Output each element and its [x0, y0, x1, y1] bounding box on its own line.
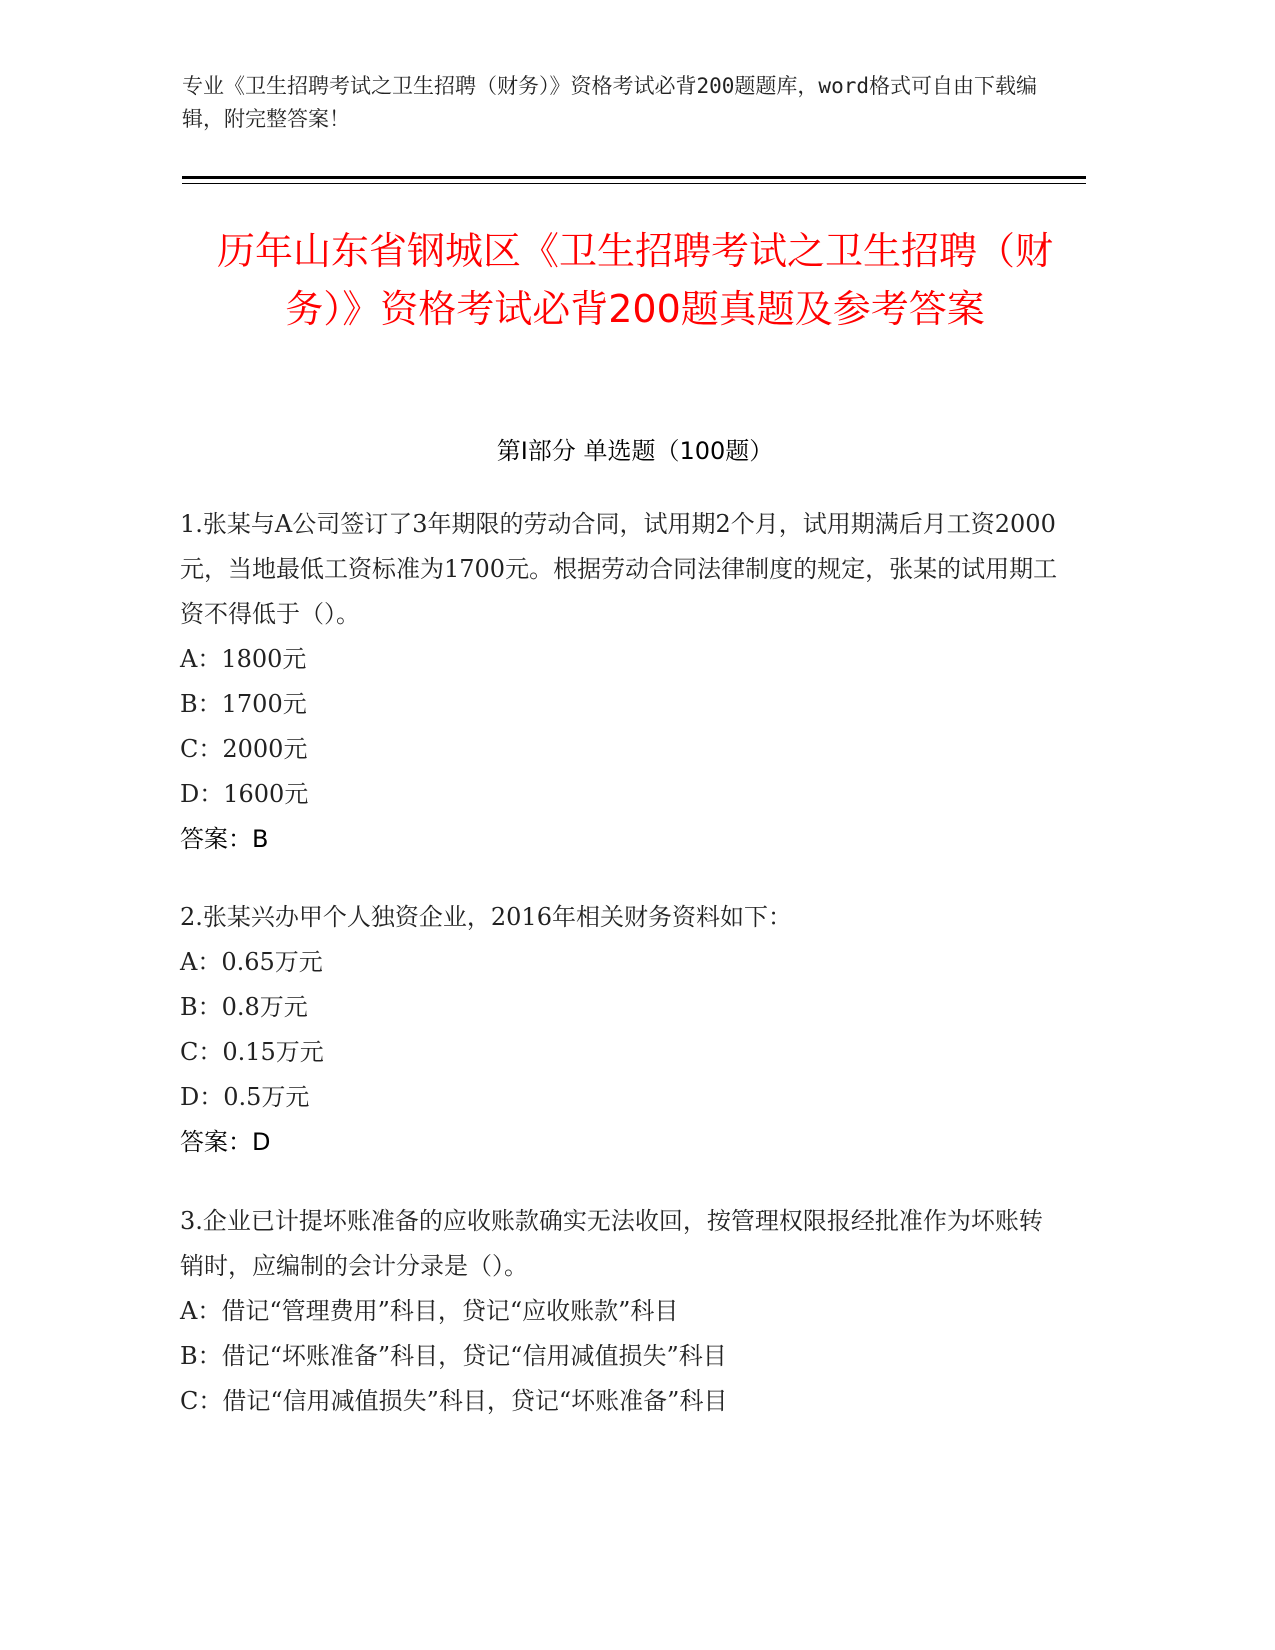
question-1 — [180, 502, 1060, 862]
option-a: A：1800元 — [180, 645, 307, 673]
question-3 — [180, 1199, 1060, 1424]
option-d: D：0.5万元 — [180, 1083, 310, 1111]
section-title: 第Ⅰ部分 单选题（100题） — [496, 437, 774, 465]
option-a: A：0.65万元 — [180, 948, 323, 976]
option-b: B：0.8万元 — [180, 993, 308, 1021]
option-c: C：2000元 — [180, 735, 308, 763]
option-a: A：借记“管理费用”科目，贷记“应收账款”科目 — [180, 1297, 679, 1325]
question-stem: 1.张某与A公司签订了3年期限的劳动合同，试用期2个月，试用期满后月工资2000元，当地最低工资标准为1700元。根据劳动合同法律制度的规定，张某的试用期工资不得低于（）。 — [180, 510, 1058, 628]
option-c: C：0.15万元 — [180, 1038, 324, 1066]
header-rule-thin — [182, 183, 1086, 184]
header-note: 专业《卫生招聘考试之卫生招聘（财务）》资格考试必背200题题库，word格式可自由下载编辑，附完整答案！ — [182, 74, 1037, 131]
header-rule-thick — [182, 176, 1086, 179]
question-stem: 2.张某兴办甲个人独资企业，2016年相关财务资料如下： — [180, 903, 792, 931]
answer: 答案：D — [180, 1128, 271, 1156]
answer: 答案：B — [180, 825, 269, 853]
option-b: B：借记“坏账准备”科目，贷记“信用减值损失”科目 — [180, 1342, 727, 1370]
question-2 — [180, 895, 1060, 1165]
document-title: 历年山东省钢城区《卫生招聘考试之卫生招聘（财务）》资格考试必背200题真题及参考答案 — [216, 229, 1053, 331]
question-stem: 3.企业已计提坏账准备的应收账款确实无法收回，按管理权限报经批准作为坏账转销时，应编制的会计分录是（）。 — [180, 1207, 1043, 1280]
option-b: B：1700元 — [180, 690, 307, 718]
option-c: C：借记“信用减值损失”科目，贷记“坏账准备”科目 — [180, 1387, 728, 1415]
option-d: D：1600元 — [180, 780, 309, 808]
